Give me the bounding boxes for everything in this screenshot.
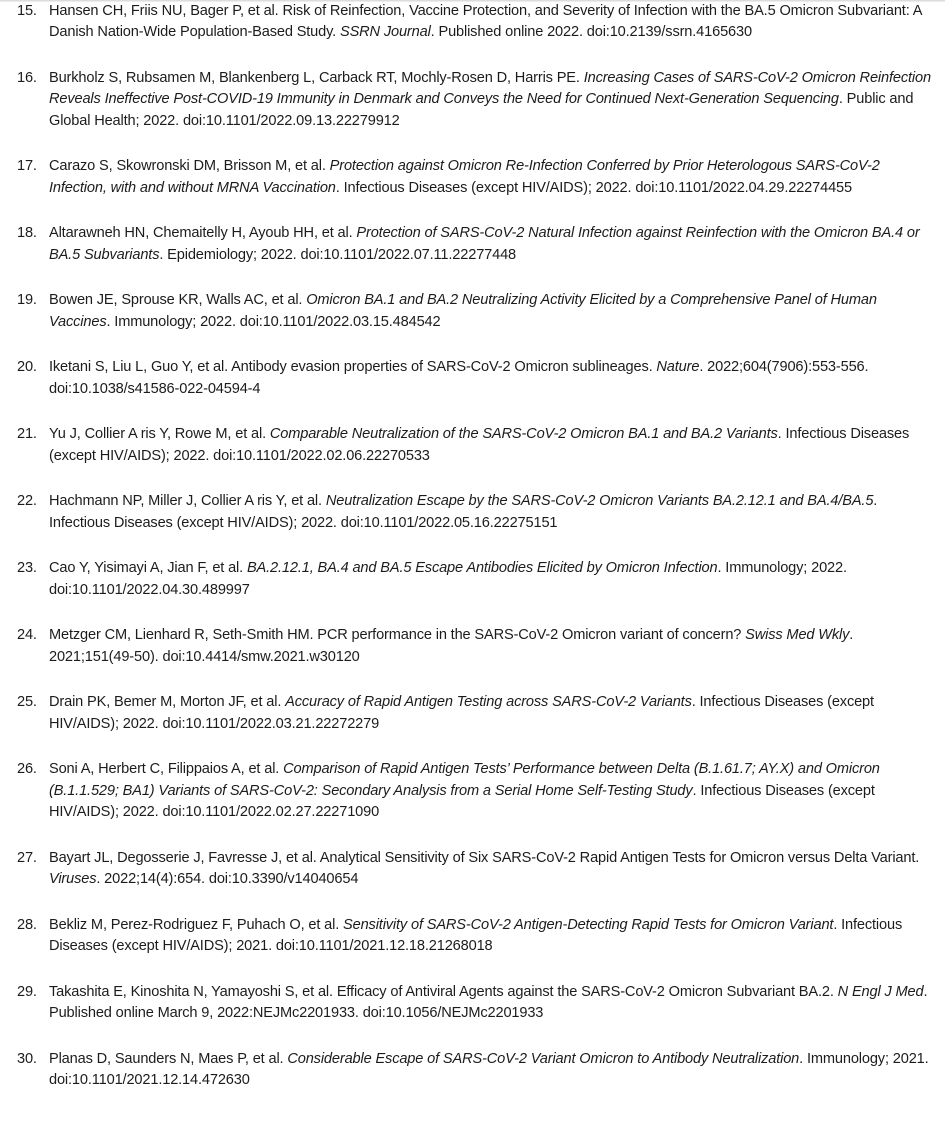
reference-italic-title: BA.2.12.1, BA.4 and BA.5 Escape Antibodies Elicited by Omicron Infection — [246, 560, 718, 577]
reference-item — [0, 759, 945, 823]
reference-number: 18. — [17, 225, 37, 242]
reference-authors-text: Bekliz M, Perez-Rodriguez F, Puhach O, et al. — [49, 916, 344, 933]
reference-authors-text: Bayart JL, Degosserie J, Favresse J, et al. Analytical Sensitivity of Six SARS-CoV-2 Rapid Antigen Tests for Omicron versus Delta Variant. — [49, 849, 920, 866]
reference-authors-text: Soni A, Herbert C, Filippaios A, et al. — [49, 761, 284, 778]
reference-item — [0, 1049, 945, 1092]
reference-number: 24. — [17, 627, 37, 644]
reference-item — [0, 357, 945, 400]
reference-number: 26. — [17, 761, 37, 778]
reference-italic-title: Neutralization Escape by the SARS-CoV-2 Omicron Variants BA.2.12.1 and BA.4/BA.5 — [325, 493, 874, 510]
reference-source-text: . Infectious Diseases (except HIV/AIDS); 2022. doi:10.1101/2022.03.21.22272279 — [49, 694, 874, 732]
reference-italic-title: SSRN Journal — [340, 24, 431, 41]
reference-source-text: . Published online 2022. doi:10.2139/ssrn.4165630 — [430, 24, 752, 41]
reference-number: 28. — [17, 916, 37, 933]
reference-authors-text: Planas D, Saunders N, Maes P, et al. — [49, 1050, 288, 1067]
reference-number: 19. — [17, 292, 37, 309]
reference-item — [0, 491, 945, 534]
reference-source-text: . Published online March 9, 2022:NEJMc2201933. doi:10.1056/NEJMc2201933 — [49, 983, 928, 1022]
reference-authors-text: Altarawneh HN, Chemaitelly H, Ayoub HH, et al. — [49, 225, 357, 242]
reference-italic-title: Viruses — [49, 871, 97, 888]
reference-number: 29. — [17, 983, 37, 1000]
reference-item — [0, 982, 945, 1025]
reference-italic-title: Protection against Omicron Re-Infection Conferred by Prior Heterologous SARS-CoV-2 Infection, with and without MRNA Vaccination — [49, 158, 880, 196]
reference-italic-title: Comparison of Rapid Antigen Tests’ Performance between Delta (B.1.61.7; AY.X) and Omicron (B.1.1.529; BA1) Variants of SARS-CoV-2: Secondary Analysis from a Serial Home Self-Testing Study — [49, 761, 880, 799]
reference-item — [0, 625, 945, 668]
reference-authors-text: Iketani S, Liu L, Guo Y, et al. Antibody evasion properties of SARS-CoV-2 Omicron sublineages. — [49, 359, 657, 376]
reference-item — [0, 68, 945, 132]
reference-source-text: . 2021;151(49-50). doi:10.4414/smw.2021.w30120 — [49, 627, 854, 665]
reference-item — [0, 848, 945, 891]
reference-authors-text: Bowen JE, Sprouse KR, Walls AC, et al. — [49, 292, 307, 309]
reference-source-text: . Infectious Diseases (except HIV/AIDS); 2022. doi:10.1101/2022.02.06.22270533 — [49, 426, 910, 464]
reference-source-text: . 2022;14(4):654. doi:10.3390/v14040654 — [96, 871, 359, 888]
reference-item — [0, 1, 945, 44]
reference-item — [0, 424, 945, 467]
reference-list — [0, 1, 945, 1116]
reference-item — [0, 290, 945, 333]
reference-italic-title: Sensitivity of SARS-CoV-2 Antigen-Detecting Rapid Tests for Omicron Variant — [343, 916, 834, 933]
reference-italic-title: Nature — [656, 359, 700, 376]
reference-source-text: . Infectious Diseases (except HIV/AIDS); 2021. doi:10.1101/2021.12.18.21268018 — [49, 916, 903, 955]
reference-item — [0, 156, 945, 199]
reference-source-text: . Immunology; 2022. doi:10.1101/2022.04.30.489997 — [49, 560, 847, 598]
reference-item — [0, 223, 945, 266]
reference-number: 23. — [17, 560, 37, 577]
reference-authors-text: Cao Y, Yisimayi A, Jian F, et al. — [49, 560, 247, 577]
reference-source-text: . Immunology; 2021. doi:10.1101/2021.12.14.472630 — [49, 1050, 929, 1089]
reference-number: 20. — [17, 359, 37, 376]
reference-item — [0, 692, 945, 735]
reference-source-text: . Infectious Diseases (except HIV/AIDS); 2022. doi:10.1101/2022.04.29.22274455 — [335, 179, 852, 196]
reference-italic-title: Considerable Escape of SARS-CoV-2 Variant Omicron to Antibody Neutralization — [287, 1050, 800, 1067]
reference-source-text: . Infectious Diseases (except HIV/AIDS); 2022. doi:10.1101/2022.05.16.22275151 — [49, 493, 878, 531]
reference-number: 22. — [17, 493, 37, 510]
reference-number: 21. — [17, 426, 37, 443]
reference-italic-title: Accuracy of Rapid Antigen Testing across SARS-CoV-2 Variants — [285, 694, 692, 711]
reference-number: 17. — [17, 158, 37, 175]
reference-source-text: . Public and Global Health; 2022. doi:10.1101/2022.09.13.22279912 — [49, 91, 914, 129]
reference-authors-text: Burkholz S, Rubsamen M, Blankenberg L, Carback RT, Mochly-Rosen D, Harris PE. — [49, 70, 584, 86]
reference-italic-title: N Engl J Med — [837, 983, 924, 1000]
reference-italic-title: Increasing Cases of SARS-CoV-2 Omicron Reinfection Reveals Ineffective Post-COVID-19 Immunity in Denmark and Conveys the Need for Continued Next-Generation Sequencing — [49, 70, 931, 108]
reference-authors-text: Hansen CH, Friis NU, Bager P, et al. Risk of Reinfection, Vaccine Protection, and Severity of Infection with the BA.5 Omicron Subvariant: A Danish Nation-Wide Population-Based Study. — [49, 3, 922, 41]
reference-authors-text: Drain PK, Bemer M, Morton JF, et al. — [49, 694, 286, 711]
reference-source-text: . Immunology; 2022. doi:10.1101/2022.03.15.484542 — [106, 313, 441, 330]
reference-source-text: . 2022;604(7906):553-556. doi:10.1038/s41586-022-04594-4 — [49, 359, 869, 397]
reference-authors-text: Hachmann NP, Miller J, Collier A ris Y, et al. — [49, 493, 326, 510]
reference-number: 15. — [17, 3, 37, 19]
reference-number: 30. — [17, 1050, 37, 1067]
reference-authors-text: Takashita E, Kinoshita N, Yamayoshi S, et al. Efficacy of Antiviral Agents against the SARS-CoV-2 Omicron Subvariant BA.2. — [49, 983, 838, 1000]
reference-source-text: . Epidemiology; 2022. doi:10.1101/2022.07.11.22277448 — [159, 246, 517, 263]
reference-item — [0, 558, 945, 601]
reference-number: 25. — [17, 694, 37, 711]
reference-source-text: . Infectious Diseases (except HIV/AIDS); 2022. doi:10.1101/2022.02.27.22271090 — [49, 782, 875, 821]
reference-authors-text: Metzger CM, Lienhard R, Seth-Smith HM. PCR performance in the SARS-CoV-2 Omicron variant of concern? — [49, 627, 746, 644]
reference-italic-title: Comparable Neutralization of the SARS-CoV-2 Omicron BA.1 and BA.2 Variants — [269, 426, 778, 443]
reference-item — [0, 915, 945, 958]
reference-italic-title: Protection of SARS-CoV-2 Natural Infection against Reinfection with the Omicron BA.4 or BA.5 Subvariants — [49, 225, 920, 263]
reference-number: 16. — [17, 70, 37, 86]
reference-authors-text: Carazo S, Skowronski DM, Brisson M, et al. — [49, 158, 330, 175]
reference-italic-title: Omicron BA.1 and BA.2 Neutralizing Activity Elicited by a Comprehensive Panel of Human Vaccines — [49, 292, 877, 330]
reference-italic-title: Swiss Med Wkly — [745, 627, 850, 644]
reference-authors-text: Yu J, Collier A ris Y, Rowe M, et al. — [49, 426, 270, 443]
reference-number: 27. — [17, 849, 37, 866]
